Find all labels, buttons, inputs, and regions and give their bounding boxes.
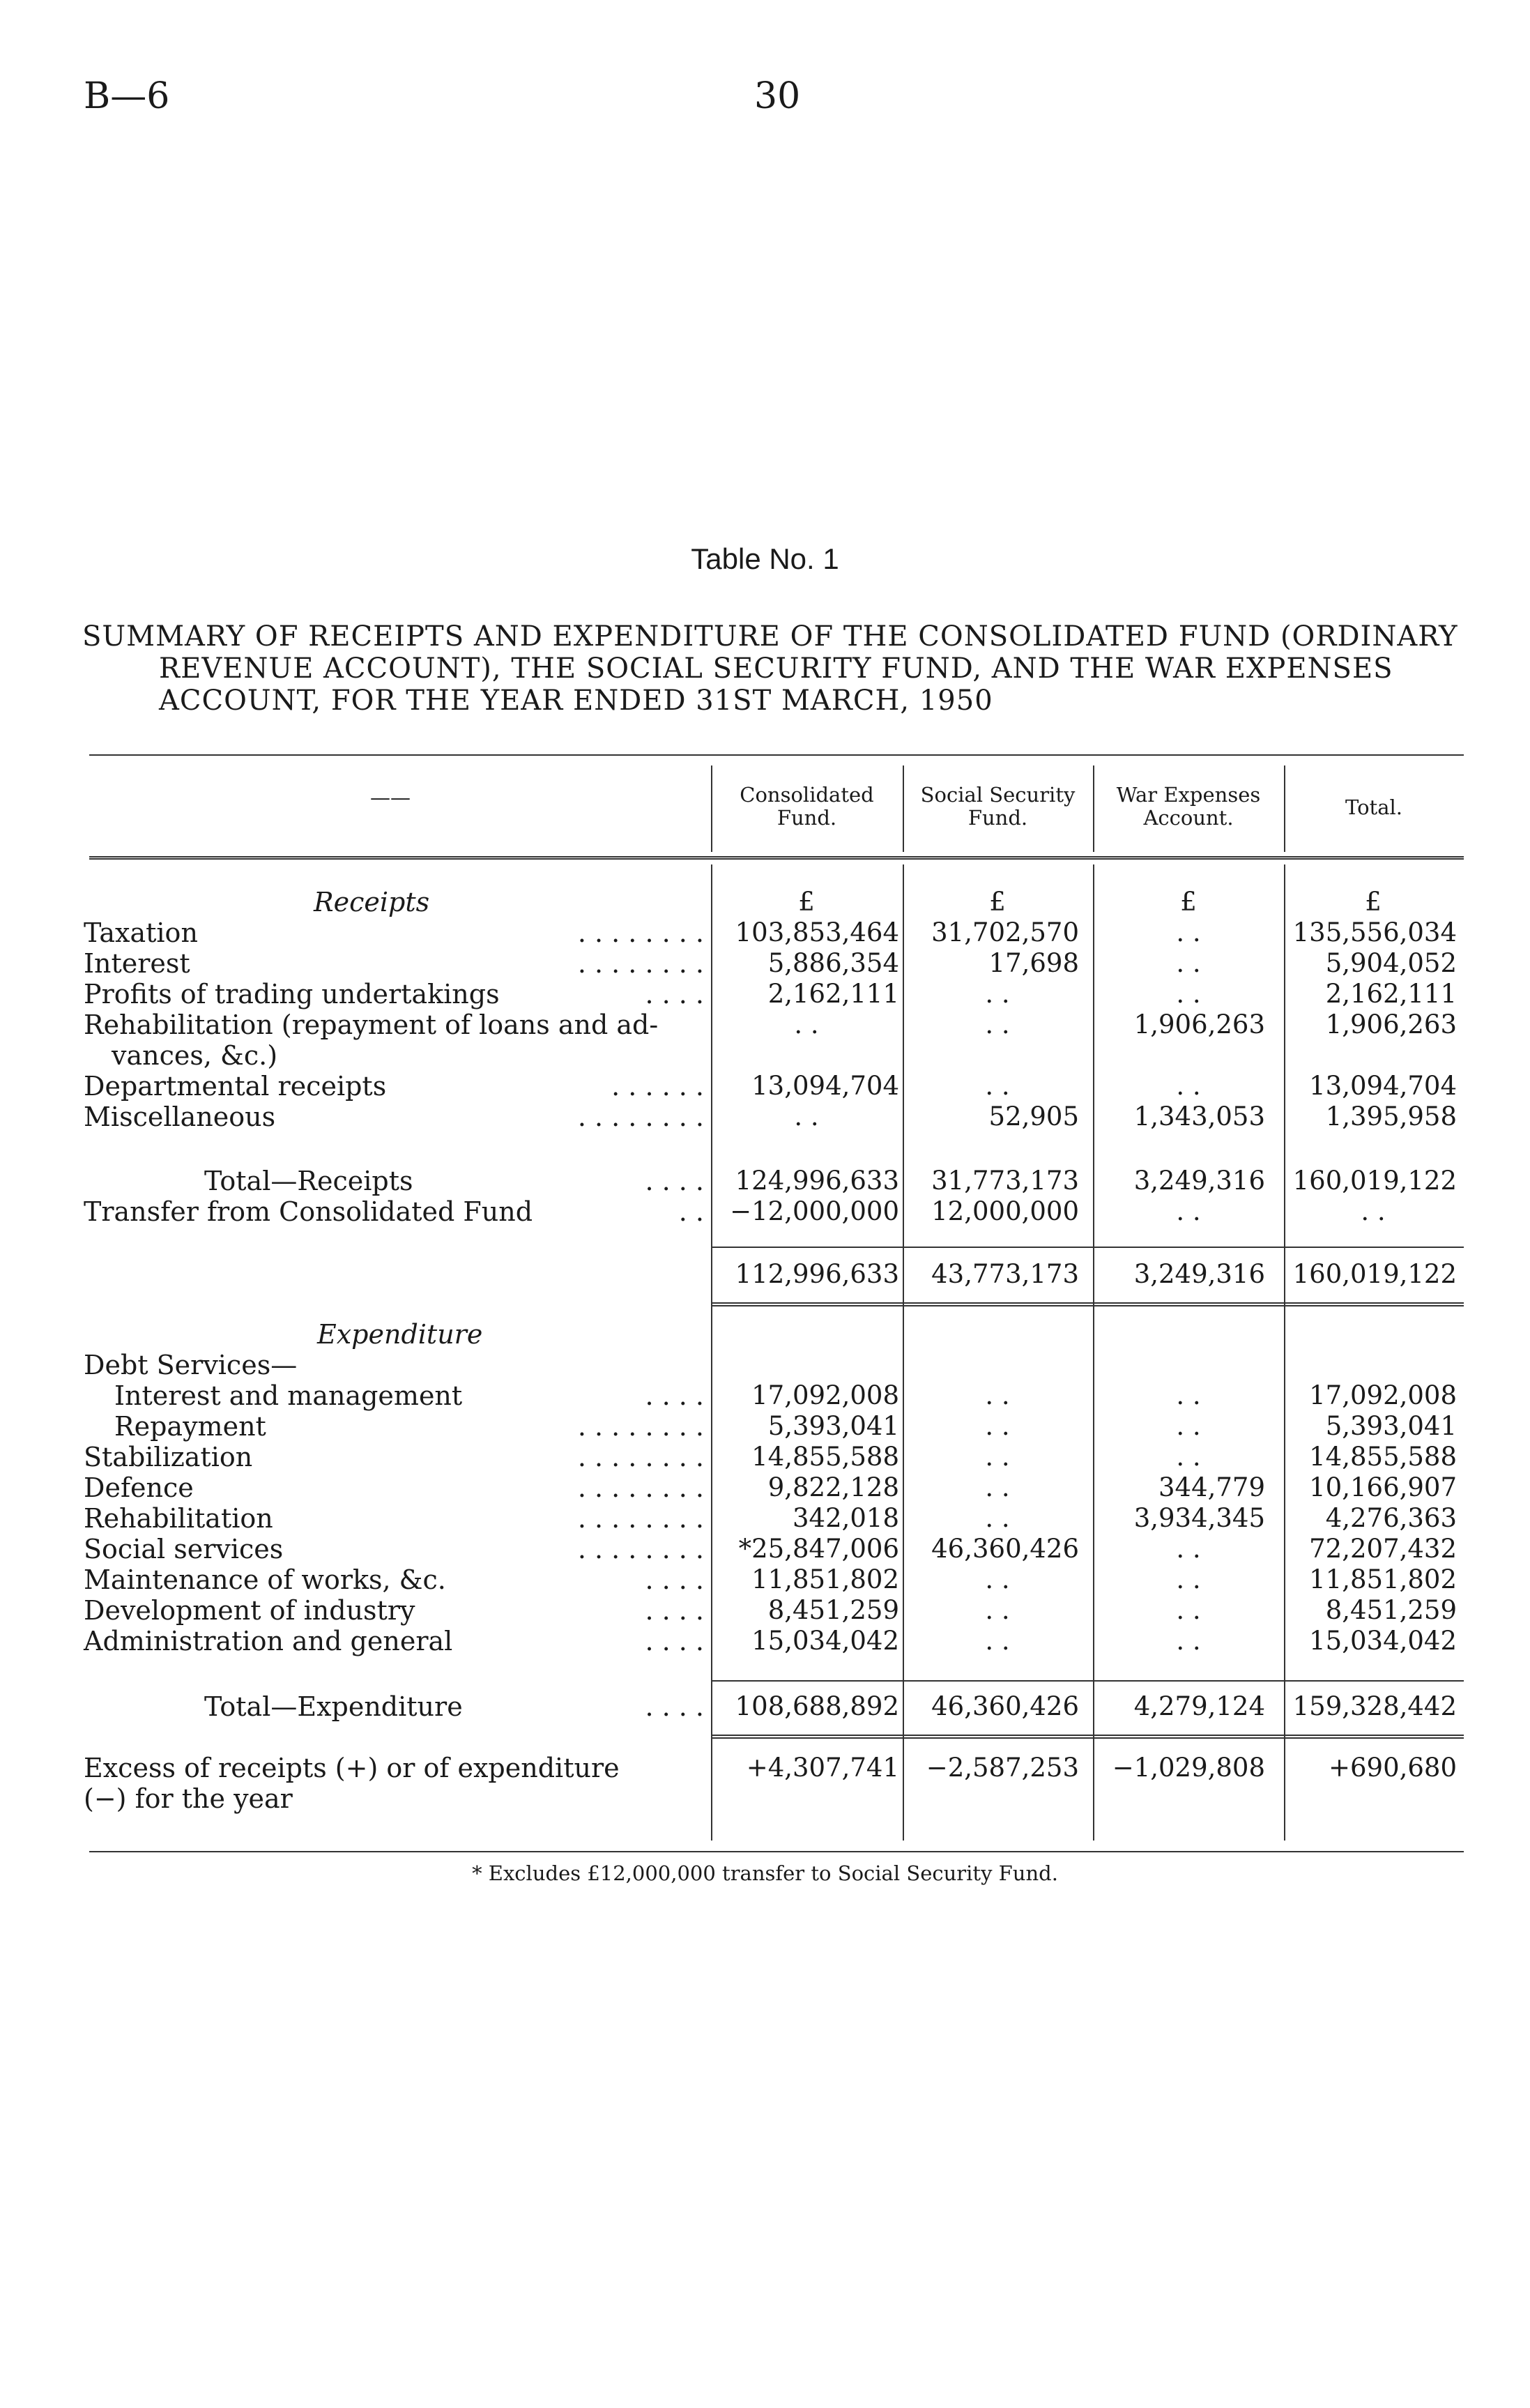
excess-value: +4,307,741	[746, 1753, 899, 1783]
expenditure-value: . .	[985, 1564, 1010, 1594]
expenditure-value: 11,851,802	[751, 1564, 899, 1594]
section-heading-expenditure: Expenditure	[317, 1319, 483, 1350]
receipt-value: 5,886,354	[767, 948, 899, 978]
row-label-text: Total—Expenditure	[204, 1691, 463, 1722]
column-divider	[1093, 765, 1094, 852]
table-title-line: REVENUE ACCOUNT), THE SOCIAL SECURITY FUND, AND THE WAR EXPENSES	[159, 653, 1393, 685]
expenditure-value: 46,360,426	[931, 1534, 1079, 1564]
receipt-value: 13,094,704	[1309, 1071, 1457, 1101]
expenditure-value: 8,451,259	[767, 1595, 899, 1625]
row-label-text: Repayment	[114, 1411, 266, 1442]
dot-leaders: . . . . . .	[611, 1071, 704, 1102]
row-label	[84, 1626, 704, 1656]
expenditure-value: 15,034,042	[1309, 1626, 1457, 1656]
receipts-net-value: 160,019,122	[1292, 1259, 1457, 1289]
column-divider	[1093, 864, 1094, 1841]
expenditure-value: . .	[1176, 1442, 1201, 1472]
table-title-line: SUMMARY OF RECEIPTS AND EXPENDITURE OF THE CONSOLIDATED FUND (ORDINARY	[82, 620, 1458, 653]
header-bottom-rule	[89, 858, 1464, 860]
row-label	[84, 1534, 704, 1564]
expenditure-value: 342,018	[792, 1503, 899, 1533]
receipt-value: . .	[794, 1009, 819, 1039]
receipts-net-value: 3,249,316	[1133, 1259, 1265, 1289]
total-expenditure-value: 108,688,892	[735, 1691, 899, 1721]
expenditure-value: 10,166,907	[1309, 1472, 1457, 1502]
column-header-total: Total.	[1345, 795, 1402, 819]
page-number: 30	[754, 75, 801, 117]
double-rule	[711, 1735, 1464, 1736]
currency-symbol: £	[798, 887, 815, 917]
row-label-text: Maintenance of works, &c.	[84, 1564, 446, 1595]
total-receipts-value: 160,019,122	[1292, 1166, 1457, 1196]
row-label	[84, 1071, 704, 1102]
row-label-text: Taxation	[84, 917, 198, 948]
column-header: Fund.	[777, 806, 837, 830]
row-label	[84, 979, 704, 1009]
debt-services-label	[84, 1350, 704, 1380]
subtotal-rule	[711, 1680, 1464, 1682]
total-receipts-label	[204, 1166, 704, 1196]
row-label-text: Development of industry	[84, 1595, 415, 1626]
dot-leaders: . . . .	[645, 1595, 704, 1626]
transfer-value: 12,000,000	[931, 1196, 1079, 1226]
expenditure-value: 8,451,259	[1325, 1595, 1457, 1625]
receipts-net-value: 112,996,633	[735, 1259, 899, 1289]
receipt-value: 2,162,111	[767, 979, 899, 1009]
currency-symbol: £	[989, 887, 1006, 917]
column-divider	[1284, 765, 1285, 852]
dot-leaders: . . . .	[645, 1166, 704, 1196]
expenditure-value: . .	[985, 1626, 1010, 1656]
dot-leaders: . . . .	[645, 1626, 704, 1656]
row-label-text: Rehabilitation (repayment of loans and ad-	[84, 1009, 659, 1040]
expenditure-value: 17,092,008	[751, 1380, 899, 1410]
expenditure-value: . .	[1176, 1534, 1201, 1564]
page-reference: B—6	[84, 75, 170, 117]
dot-leaders: . . . . . . . .	[577, 1411, 704, 1442]
row-label	[84, 1503, 704, 1534]
receipt-value: . .	[1176, 948, 1201, 978]
receipt-value: . .	[1176, 1071, 1201, 1101]
receipt-value: 135,556,034	[1292, 917, 1457, 947]
expenditure-value: 15,034,042	[751, 1626, 899, 1656]
subtotal-rule	[711, 1247, 1464, 1248]
expenditure-value: 344,779	[1158, 1472, 1265, 1502]
receipt-value: . .	[794, 1102, 819, 1131]
expenditure-value: . .	[985, 1472, 1010, 1502]
row-label-text: Interest	[84, 948, 190, 979]
dot-leaders: . .	[678, 1196, 704, 1227]
receipt-value: . .	[985, 1009, 1010, 1039]
currency-symbol: £	[1365, 887, 1382, 917]
row-label-text: Defence	[84, 1472, 194, 1503]
receipt-value: 31,702,570	[931, 917, 1079, 947]
receipts-net-value: 43,773,173	[931, 1259, 1079, 1289]
total-receipts-value: 31,773,173	[931, 1166, 1079, 1196]
row-label	[84, 1564, 704, 1595]
stub-header-dash: ——	[370, 786, 411, 809]
dot-leaders: . . . . . . . .	[577, 917, 704, 948]
dot-leaders: . . . . . . . .	[577, 1102, 704, 1132]
column-header: Social Security	[920, 783, 1076, 807]
row-label-text: Administration and general	[84, 1626, 453, 1656]
expenditure-value: . .	[985, 1442, 1010, 1472]
column-divider	[903, 765, 904, 852]
column-divider	[903, 864, 904, 1841]
dot-leaders: . . . .	[645, 1380, 704, 1411]
receipt-value: 2,162,111	[1325, 979, 1457, 1009]
expenditure-value: . .	[985, 1411, 1010, 1441]
row-label-text: Excess of receipts (+) or of expenditure	[84, 1753, 620, 1783]
dot-leaders: . . . .	[645, 1691, 704, 1722]
row-label-text: (−) for the year	[84, 1783, 293, 1814]
total-receipts-value: 3,249,316	[1133, 1166, 1265, 1196]
excess-value: −1,029,808	[1112, 1753, 1265, 1783]
column-divider	[711, 765, 712, 852]
dot-leaders: . . . . . . . .	[577, 1503, 704, 1534]
footnote: * Excludes £12,000,000 transfer to Social Security Fund.	[472, 1861, 1058, 1885]
total-expenditure-label	[204, 1691, 704, 1722]
excess-value: +690,680	[1328, 1753, 1457, 1783]
excess-label	[84, 1753, 704, 1783]
total-receipts-value: 124,996,633	[735, 1166, 899, 1196]
expenditure-value: . .	[1176, 1380, 1201, 1410]
receipt-value: 1,343,053	[1133, 1102, 1265, 1131]
receipt-value: 52,905	[988, 1102, 1079, 1131]
table-number: Table No. 1	[691, 542, 839, 575]
dot-leaders: . . . . . . . .	[577, 1534, 704, 1564]
table-bottom-rule	[89, 1851, 1464, 1852]
transfer-value: −12,000,000	[730, 1196, 899, 1226]
row-label	[84, 1102, 704, 1132]
receipt-value: 1,906,263	[1325, 1009, 1457, 1039]
receipt-value: 1,395,958	[1325, 1102, 1457, 1131]
expenditure-value: 14,855,588	[1309, 1442, 1457, 1472]
receipt-value: . .	[1176, 917, 1201, 947]
row-label-text: Rehabilitation	[84, 1503, 273, 1534]
excess-value: −2,587,253	[926, 1753, 1079, 1783]
row-label-text: Stabilization	[84, 1442, 253, 1472]
row-label-text: vances, &c.)	[112, 1040, 278, 1071]
dot-leaders: . . . . . . . .	[577, 1442, 704, 1472]
transfer-value: . .	[1361, 1196, 1386, 1226]
expenditure-value: 17,092,008	[1309, 1380, 1457, 1410]
column-header: Account.	[1143, 806, 1234, 830]
double-rule	[711, 1305, 1464, 1306]
receipt-value: 5,904,052	[1325, 948, 1457, 978]
expenditure-value: 14,855,588	[751, 1442, 899, 1472]
transfer-label	[84, 1196, 704, 1227]
row-label-text: Transfer from Consolidated Fund	[84, 1196, 533, 1227]
total-expenditure-value: 46,360,426	[931, 1691, 1079, 1721]
double-rule	[711, 1737, 1464, 1739]
row-label-text: Departmental receipts	[84, 1071, 387, 1102]
expenditure-value: 72,207,432	[1309, 1534, 1457, 1564]
expenditure-value: 4,276,363	[1325, 1503, 1457, 1533]
row-label	[84, 1009, 704, 1040]
column-header: War Expenses	[1116, 783, 1261, 807]
expenditure-value: . .	[985, 1595, 1010, 1625]
total-expenditure-value: 159,328,442	[1292, 1691, 1457, 1721]
expenditure-value: . .	[1176, 1626, 1201, 1656]
row-label	[114, 1380, 704, 1411]
transfer-value: . .	[1176, 1196, 1201, 1226]
receipt-value: . .	[1176, 979, 1201, 1009]
row-label	[84, 1442, 704, 1472]
dot-leaders: . . . . . . . .	[577, 948, 704, 979]
receipt-value: 103,853,464	[735, 917, 899, 947]
expenditure-value: 9,822,128	[767, 1472, 899, 1502]
row-label	[84, 1472, 704, 1503]
expenditure-value: 11,851,802	[1309, 1564, 1457, 1594]
total-expenditure-value: 4,279,124	[1133, 1691, 1265, 1721]
column-header: Consolidated	[740, 783, 874, 807]
receipt-value: 1,906,263	[1133, 1009, 1265, 1039]
double-rule	[711, 1302, 1464, 1304]
row-label	[84, 948, 704, 979]
row-label	[112, 1040, 704, 1071]
currency-symbol: £	[1180, 887, 1197, 917]
expenditure-value: . .	[1176, 1595, 1201, 1625]
receipt-value: . .	[985, 1071, 1010, 1101]
receipt-value: 13,094,704	[751, 1071, 899, 1101]
receipt-value: . .	[985, 979, 1010, 1009]
table-title-line: ACCOUNT, FOR THE YEAR ENDED 31ST MARCH, 1950	[159, 685, 993, 717]
row-label-text: Profits of trading undertakings	[84, 979, 500, 1009]
column-divider	[711, 864, 712, 1841]
expenditure-value: 3,934,345	[1133, 1503, 1265, 1533]
excess-label	[84, 1783, 704, 1814]
row-label-text: Social services	[84, 1534, 284, 1564]
column-header: Fund.	[967, 806, 1028, 830]
expenditure-value: . .	[1176, 1411, 1201, 1441]
row-label-text: Total—Receipts	[204, 1166, 413, 1196]
row-label-text: Debt Services—	[84, 1350, 298, 1380]
expenditure-value: *25,847,006	[738, 1534, 899, 1564]
header-bottom-rule	[89, 856, 1464, 858]
expenditure-value: 5,393,041	[767, 1411, 899, 1441]
row-label	[84, 917, 704, 948]
expenditure-value: . .	[985, 1380, 1010, 1410]
row-label	[84, 1595, 704, 1626]
expenditure-value: 5,393,041	[1325, 1411, 1457, 1441]
expenditure-value: . .	[1176, 1564, 1201, 1594]
section-heading-receipts: Receipts	[314, 887, 430, 917]
table-top-rule	[89, 754, 1464, 756]
row-label-text: Interest and management	[114, 1380, 463, 1411]
dot-leaders: . . . .	[645, 979, 704, 1009]
expenditure-value: . .	[985, 1503, 1010, 1533]
row-label-text: Miscellaneous	[84, 1102, 276, 1132]
dot-leaders: . . . .	[645, 1564, 704, 1595]
dot-leaders: . . . . . . . .	[577, 1472, 704, 1503]
receipt-value: 17,698	[988, 948, 1079, 978]
row-label	[114, 1411, 704, 1442]
column-divider	[1284, 864, 1285, 1841]
